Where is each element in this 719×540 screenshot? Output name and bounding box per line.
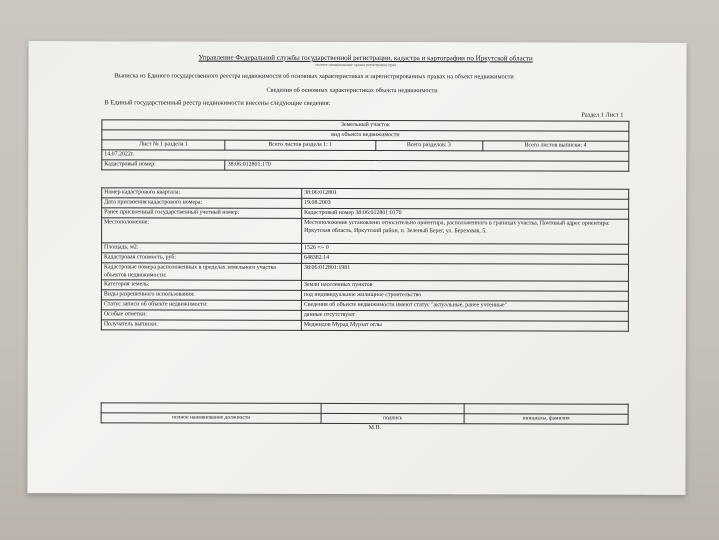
detail-label: Кадастровая стоимость, руб: [102, 253, 302, 264]
sheets-in-section: Всего листов раздела 1: 1 [225, 140, 375, 150]
detail-value: Земли населенных пунктов [301, 280, 628, 291]
authority-title: Управление Федеральной службы государственной регистрации, кадастра и картографии по Иркутской области [198, 53, 533, 63]
object-type: Земельный участок [102, 120, 629, 131]
detail-value: 38:06:012801 [302, 188, 629, 199]
detail-label: Кадастровые номера расположенных в пределах земельного участка объектов недвижимости: [101, 263, 301, 281]
detail-value: под индивидуальное жилищное строительство [301, 290, 628, 301]
sheets-total: Всего листов выписки: 4 [482, 141, 628, 151]
name-caption: инициалы, фамилия [464, 414, 628, 424]
cadastral-value: 38:06:012801:170 [225, 160, 629, 171]
detail-row [102, 198, 629, 209]
detail-value: Местоположение установлено относительно ориентира, расположенного в границах участка. Почтовый адрес ориентира: Иркутская область, Иркутский район, п. Зеленый Берег, ул. Березовая, 5. [302, 218, 629, 244]
sheet-number: Лист № 1 раздела 1 [102, 140, 225, 150]
detail-value: Сведения об объекте недвижимости имеют статус "актуальные, ранее учтенные" [301, 300, 628, 311]
intro-text: В Единый государственный реестр недвижимости внесены следующие сведения: [104, 99, 331, 107]
detail-label: Номер кадастрового квартала: [102, 188, 302, 199]
detail-row [101, 300, 628, 311]
detail-row [102, 208, 629, 219]
detail-value: данные отсутствуют [301, 310, 628, 321]
detail-value: Кадастровый номер 38:06:012801:0170 [302, 208, 629, 219]
document-title: Выписка из Единого государственного реестра недвижимости об основных характеристиках и зарегистрированных правах на объект недвижимости [114, 72, 514, 81]
detail-value: 38:06:012801:1981 [301, 263, 628, 281]
detail-value: 648382.14 [302, 253, 629, 264]
detail-value: 19.08.2003 [302, 198, 629, 209]
page-reference: Раздел 1 Лист 1 [581, 111, 624, 119]
sections-total: Всего разделов: 3 [375, 141, 482, 151]
detail-value: 1526 +/- 0 [302, 243, 629, 254]
detail-row [102, 218, 629, 244]
detail-value: Меджидов Мурад Мурзат оглы [301, 320, 628, 331]
signature-table [101, 402, 629, 424]
detail-row [101, 320, 628, 331]
cadastral-label: Кадастровый номер: [102, 160, 225, 170]
name-blank [464, 404, 628, 414]
detail-row [101, 290, 628, 301]
detail-label: Местоположение: [102, 218, 302, 244]
signature-blank [321, 403, 464, 413]
details-table [101, 187, 629, 331]
extract-date: 14.07.2022г. [102, 150, 629, 161]
detail-label: Виды разрешенного использования: [101, 290, 301, 301]
detail-label: Дата присвоения кадастрового номера: [102, 198, 302, 209]
signature-caption: подпись [321, 413, 464, 423]
detail-label: Статус записи об объекте недвижимости: [101, 300, 301, 311]
object-header-table [101, 119, 629, 171]
detail-label: Получатель выписки: [101, 320, 301, 331]
object-type-caption: вид объекта недвижимости [102, 130, 629, 141]
detail-label: Ранее присвоенный государственный учетный номер: [102, 208, 302, 219]
stamp-place: М.П. [368, 425, 382, 432]
position-caption: полное наименование должности [101, 413, 321, 424]
detail-label: Категория земель: [101, 280, 301, 291]
authority-note: полное наименование органа регистрации прав [315, 61, 397, 68]
document-sheet [27, 41, 686, 495]
detail-row [101, 263, 628, 281]
section-title: Сведения об основных характеристиках объекта недвижимости [266, 86, 438, 95]
detail-label: Особые отметки: [101, 310, 301, 321]
position-blank [101, 403, 321, 414]
detail-label: Площадь, м2: [102, 243, 302, 254]
